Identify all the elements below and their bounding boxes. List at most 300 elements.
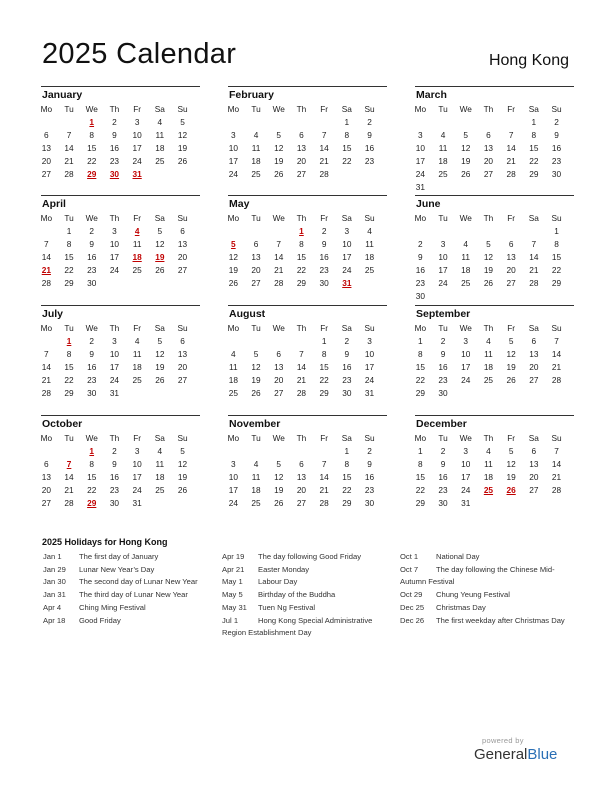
weekday-label: Mo <box>40 433 53 443</box>
calendar-day: 8 <box>89 130 95 140</box>
weekday-label: Mo <box>227 323 240 333</box>
holiday-date: Jan 1 <box>43 552 62 561</box>
calendar-day: 10 <box>342 239 352 249</box>
calendar-day: 7 <box>508 130 514 140</box>
weekday-label: We <box>459 104 472 114</box>
weekday-label: Sa <box>154 323 165 333</box>
calendar-day: 14 <box>506 143 516 153</box>
month-name: October <box>42 418 83 430</box>
weekday-label: Tu <box>438 323 448 333</box>
calendar-day: 4 <box>231 349 236 359</box>
calendar-day: 21 <box>296 375 307 385</box>
month-name: December <box>416 418 467 430</box>
calendar-day: 7 <box>321 459 327 469</box>
calendar-day: 3 <box>134 117 140 127</box>
calendar-day: 23 <box>87 375 97 385</box>
calendar-day: 20 <box>296 485 307 495</box>
calendar-day: 11 <box>251 143 261 153</box>
calendar-day: 3 <box>463 336 469 346</box>
calendar-day: 1 <box>66 226 72 236</box>
weekday-label: Sa <box>528 213 539 223</box>
calendar-day: 12 <box>506 459 516 469</box>
calendar-day: 19 <box>274 156 284 166</box>
holiday-name: Good Friday <box>79 615 121 625</box>
weekday-label: We <box>85 433 98 443</box>
calendar-day: 16 <box>551 143 562 153</box>
calendar-day: 27 <box>41 169 51 179</box>
calendar-day: 9 <box>367 130 372 140</box>
weekday-label: Th <box>483 104 494 114</box>
calendar-day: 29 <box>415 388 425 398</box>
holiday-date: Jul 1 <box>222 615 239 625</box>
weekday-label: Mo <box>227 104 240 114</box>
calendar-day: 4 <box>367 226 372 236</box>
calendar-day: 28 <box>506 169 516 179</box>
calendar-day: 9 <box>440 459 446 469</box>
calendar-day: 16 <box>87 252 97 262</box>
weekday-label: We <box>459 323 472 333</box>
calendar-day: 15 <box>64 362 74 372</box>
calendar-day: 17 <box>109 362 120 372</box>
calendar-day: 16 <box>109 143 120 153</box>
calendar-day: 27 <box>483 169 494 179</box>
calendar-day: 17 <box>342 252 352 262</box>
weekday-label: We <box>85 104 98 114</box>
calendar-day: 22 <box>342 156 352 166</box>
calendar-day: 24 <box>461 485 471 495</box>
calendar-day: 13 <box>506 252 516 262</box>
calendar-day: 10 <box>438 252 448 262</box>
calendar-day: 25 <box>461 278 471 288</box>
calendar-day: 25 <box>155 485 165 495</box>
weekday-label: Sa <box>341 323 352 333</box>
calendar-day: 22 <box>296 265 307 275</box>
calendar-day: 22 <box>319 375 329 385</box>
calendar-day: 14 <box>41 252 51 262</box>
calendar-day: 2 <box>112 446 117 456</box>
calendar-day: 20 <box>483 156 494 166</box>
calendar-day: 26 <box>177 485 188 495</box>
calendar-day: 8 <box>321 349 327 359</box>
holiday-day: 31 <box>132 169 142 179</box>
calendar-day: 16 <box>87 362 97 372</box>
weekday-label: Th <box>483 433 494 443</box>
calendar-day: 1 <box>554 226 559 236</box>
calendar-day: 29 <box>64 388 74 398</box>
calendar-day: 23 <box>364 485 375 495</box>
month-name: June <box>416 198 441 210</box>
calendar-day: 2 <box>112 117 117 127</box>
calendar-day: 25 <box>483 375 494 385</box>
calendar-day: 23 <box>109 485 120 495</box>
holiday-day: 21 <box>41 265 51 275</box>
holiday-day: 29 <box>87 498 97 508</box>
calendar-day: 11 <box>251 472 261 482</box>
calendar-day: 21 <box>64 485 74 495</box>
calendar-day: 10 <box>228 472 238 482</box>
weekday-label: Th <box>296 104 307 114</box>
holiday-column <box>400 551 570 627</box>
weekday-label: Tu <box>64 104 74 114</box>
calendar-day: 29 <box>551 278 562 288</box>
calendar-day: 4 <box>486 446 491 456</box>
weekday-label: Tu <box>251 433 261 443</box>
month-january <box>41 86 200 191</box>
calendar-day: 30 <box>438 388 448 398</box>
calendar-day: 11 <box>438 143 448 153</box>
calendar-day: 5 <box>276 130 282 140</box>
calendar-day: 24 <box>132 485 142 495</box>
calendar-day: 28 <box>551 375 562 385</box>
calendar-day: 15 <box>342 143 352 153</box>
calendar-day: 3 <box>344 226 350 236</box>
calendar-day: 21 <box>64 156 74 166</box>
weekday-label: Fr <box>133 104 142 114</box>
calendar-day: 13 <box>529 459 539 469</box>
calendar-day: 15 <box>319 362 329 372</box>
weekday-label: Sa <box>341 104 352 114</box>
calendar-day: 12 <box>177 130 188 140</box>
calendar-day: 5 <box>508 446 514 456</box>
calendar-day: 12 <box>274 472 284 482</box>
holiday-date: Jan 30 <box>43 577 66 587</box>
calendar-day: 27 <box>274 388 284 398</box>
calendar-day: 3 <box>367 336 372 346</box>
calendar-day: 3 <box>112 336 117 346</box>
holiday-day: 7 <box>66 459 72 469</box>
calendar-day: 3 <box>418 130 423 140</box>
month-september <box>415 305 574 410</box>
calendar-day: 3 <box>231 130 236 140</box>
calendar-day: 18 <box>483 472 494 482</box>
holiday-day: 5 <box>231 239 236 249</box>
holiday-name: The third day of Lunar New Year <box>79 590 188 600</box>
calendar-day: 8 <box>299 239 304 249</box>
holiday-date: Apr 19 <box>222 552 245 561</box>
holiday-date: May 31 <box>222 602 247 612</box>
calendar-day: 30 <box>438 498 448 508</box>
calendar-day: 30 <box>551 169 562 179</box>
holiday-item <box>400 602 570 615</box>
calendar-day: 9 <box>367 459 372 469</box>
calendar-day: 5 <box>157 336 163 346</box>
calendar-day: 26 <box>274 498 284 508</box>
calendar-day: 15 <box>87 143 97 153</box>
weekday-label: Fr <box>507 433 516 443</box>
calendar-day: 11 <box>484 349 493 359</box>
month-may <box>228 195 387 300</box>
month-name: May <box>229 198 250 210</box>
calendar-day: 4 <box>440 130 446 140</box>
calendar-day: 6 <box>44 459 49 469</box>
calendar-day: 17 <box>228 156 238 166</box>
calendar-day: 8 <box>531 130 537 140</box>
calendar-day: 21 <box>319 156 329 166</box>
calendar-day: 10 <box>109 349 120 359</box>
calendar-day: 30 <box>319 278 329 288</box>
weekday-label: Fr <box>320 323 329 333</box>
calendar-day: 14 <box>274 252 284 262</box>
month-name: September <box>416 308 471 320</box>
calendar-day: 14 <box>64 143 74 153</box>
calendar-day: 26 <box>483 278 494 288</box>
calendar-day: 19 <box>506 362 516 372</box>
holiday-name: Ching Ming Festival <box>79 602 146 612</box>
weekday-label: Fr <box>320 104 329 114</box>
calendar-day: 3 <box>112 226 117 236</box>
calendar-day: 24 <box>415 169 425 179</box>
weekday-label: Sa <box>528 323 539 333</box>
calendar-day: 17 <box>364 362 375 372</box>
weekday-label: Sa <box>528 104 539 114</box>
weekday-label: Su <box>364 433 375 443</box>
page-title: 2025 Calendar <box>42 38 237 70</box>
month-august <box>228 305 387 410</box>
calendar-day: 14 <box>529 252 539 262</box>
calendar-day: 19 <box>483 265 494 275</box>
calendar-day: 14 <box>551 459 562 469</box>
calendar-day: 15 <box>64 252 74 262</box>
calendar-day: 13 <box>41 472 51 482</box>
calendar-day: 23 <box>438 485 448 495</box>
weekday-label: Th <box>109 213 120 223</box>
calendar-day: 12 <box>483 252 494 262</box>
calendar-day: 9 <box>321 239 327 249</box>
calendar-day: 18 <box>228 375 238 385</box>
calendar-day: 6 <box>180 226 185 236</box>
calendar-day: 23 <box>551 156 562 166</box>
calendar-day: 26 <box>155 375 165 385</box>
holiday-day: 1 <box>89 117 95 127</box>
calendar-day: 26 <box>177 156 188 166</box>
calendar-day: 6 <box>486 130 491 140</box>
weekday-label: Sa <box>154 104 165 114</box>
calendar-day: 2 <box>440 336 446 346</box>
calendar-day: 21 <box>551 472 562 482</box>
calendar-day: 10 <box>461 459 471 469</box>
calendar-day: 31 <box>364 388 375 398</box>
calendar-day: 30 <box>364 498 375 508</box>
brand-name-part2: Blue <box>527 746 558 763</box>
weekday-label: Tu <box>64 213 74 223</box>
weekday-label: Su <box>177 213 188 223</box>
holiday-day: 31 <box>342 278 352 288</box>
calendar-day: 18 <box>251 485 261 495</box>
calendar-day: 12 <box>506 349 516 359</box>
calendar-day: 16 <box>319 252 329 262</box>
weekday-label: Mo <box>414 433 427 443</box>
month-name: February <box>229 89 274 101</box>
holiday-day: 4 <box>134 226 140 236</box>
weekday-label: Sa <box>154 433 165 443</box>
calendar-day: 2 <box>554 117 559 127</box>
calendar-day: 12 <box>177 459 188 469</box>
weekday-label: Sa <box>341 433 352 443</box>
weekday-label: Fr <box>320 433 329 443</box>
month-february <box>228 86 387 191</box>
weekday-label: Tu <box>438 213 448 223</box>
calendar-day: 13 <box>296 472 307 482</box>
calendar-day: 1 <box>344 117 350 127</box>
calendar-day: 25 <box>132 375 142 385</box>
holiday-name: Tuen Ng Festival <box>258 602 316 612</box>
holiday-day: 25 <box>483 485 494 495</box>
calendar-day: 26 <box>506 375 516 385</box>
calendar-day: 25 <box>155 156 165 166</box>
holiday-date: Jan 31 <box>43 590 66 600</box>
calendar-day: 19 <box>228 265 238 275</box>
calendar-day: 9 <box>440 349 446 359</box>
calendar-day: 31 <box>109 388 120 398</box>
weekday-label: We <box>85 323 98 333</box>
calendar-day: 14 <box>319 143 329 153</box>
calendar-day: 5 <box>180 117 185 127</box>
calendar-day: 25 <box>132 265 142 275</box>
calendar-day: 22 <box>551 265 562 275</box>
brand-name-part1: General <box>474 746 528 763</box>
calendar-day: 7 <box>276 239 282 249</box>
weekday-label: Th <box>483 323 494 333</box>
calendar-day: 7 <box>44 349 49 359</box>
holiday-name: Hong Kong Special Administrative Region Establishment Day <box>222 615 373 638</box>
calendar-day: 2 <box>367 117 372 127</box>
calendar-day: 27 <box>296 169 307 179</box>
holiday-item <box>400 589 570 602</box>
weekday-label: Sa <box>154 213 165 223</box>
calendar-day: 13 <box>177 349 188 359</box>
holiday-name: The day following the Chinese Mid-Autumn Festival <box>400 564 555 587</box>
month-name: August <box>229 308 266 320</box>
holiday-date: Dec 26 <box>400 615 425 625</box>
calendar-day: 12 <box>155 239 165 249</box>
calendar-day: 17 <box>461 362 471 372</box>
calendar-day: 8 <box>89 459 95 469</box>
calendar-day: 21 <box>529 265 539 275</box>
calendar-day: 14 <box>319 472 329 482</box>
weekday-label: Fr <box>133 323 142 333</box>
holiday-date: Dec 25 <box>400 602 425 612</box>
weekday-label: We <box>272 323 285 333</box>
calendar-day: 20 <box>274 375 284 385</box>
calendar-day: 5 <box>463 130 469 140</box>
holiday-item <box>400 551 570 564</box>
calendar-day: 23 <box>364 156 375 166</box>
weekday-label: Th <box>296 213 307 223</box>
calendar-day: 13 <box>41 143 51 153</box>
calendar-day: 26 <box>251 388 261 398</box>
calendar-day: 20 <box>251 265 261 275</box>
calendar-day: 31 <box>461 498 471 508</box>
calendar-day: 8 <box>344 130 350 140</box>
weekday-label: Tu <box>438 104 448 114</box>
calendar-day: 30 <box>109 498 120 508</box>
calendar-day: 7 <box>554 336 559 346</box>
weekday-label: Mo <box>414 213 427 223</box>
month-april <box>41 195 200 300</box>
calendar-day: 30 <box>415 291 425 301</box>
calendar-day: 22 <box>415 485 425 495</box>
weekday-label: Tu <box>251 104 261 114</box>
weekday-label: We <box>272 104 285 114</box>
calendar-day: 30 <box>342 388 352 398</box>
calendar-day: 11 <box>461 252 471 262</box>
calendar-day: 19 <box>506 472 516 482</box>
calendar-day: 19 <box>251 375 261 385</box>
weekday-label: Mo <box>40 323 53 333</box>
calendar-day: 20 <box>177 362 188 372</box>
calendar-day: 17 <box>132 143 142 153</box>
powered-by-text: powered by <box>482 736 524 745</box>
calendar-day: 24 <box>228 169 238 179</box>
weekday-label: Su <box>177 433 188 443</box>
month-name: November <box>229 418 281 430</box>
weekday-label: Su <box>551 433 562 443</box>
calendar-day: 17 <box>461 472 471 482</box>
calendar-day: 3 <box>134 446 140 456</box>
calendar-day: 18 <box>438 156 448 166</box>
holidays-title: 2025 Holidays for Hong Kong <box>42 537 168 547</box>
calendar-day: 15 <box>415 472 425 482</box>
calendar-day: 25 <box>438 169 448 179</box>
calendar-day: 15 <box>415 362 425 372</box>
calendar-day: 11 <box>155 130 165 140</box>
calendar-day: 19 <box>177 143 188 153</box>
calendar-day: 1 <box>531 117 537 127</box>
calendar-day: 18 <box>132 362 142 372</box>
calendar-day: 18 <box>483 362 494 372</box>
weekday-label: Tu <box>438 433 448 443</box>
calendar-day: 4 <box>157 446 163 456</box>
calendar-day: 17 <box>438 265 448 275</box>
holiday-name: Chung Yeung Festival <box>436 590 510 600</box>
weekday-label: Fr <box>507 104 516 114</box>
weekday-label: Su <box>177 104 188 114</box>
calendar-day: 14 <box>296 362 307 372</box>
holiday-date: Oct 29 <box>400 590 423 600</box>
weekday-label: Tu <box>64 323 74 333</box>
calendar-day: 22 <box>415 375 425 385</box>
calendar-day: 6 <box>299 459 304 469</box>
month-december <box>415 415 574 520</box>
calendar-day: 22 <box>87 485 97 495</box>
calendar-day: 20 <box>296 156 307 166</box>
weekday-label: Tu <box>64 433 74 443</box>
calendar-day: 3 <box>231 459 236 469</box>
calendar-day: 29 <box>415 498 425 508</box>
weekday-label: Su <box>364 323 375 333</box>
month-march <box>415 86 574 191</box>
calendar-day: 28 <box>551 485 562 495</box>
holiday-date: Oct 7 <box>400 564 419 574</box>
calendar-day: 23 <box>438 375 448 385</box>
calendar-day: 13 <box>177 239 188 249</box>
calendar-day: 5 <box>180 446 185 456</box>
weekday-label: Mo <box>227 213 240 223</box>
holiday-name: Easter Monday <box>258 564 310 574</box>
calendar-day: 26 <box>274 169 284 179</box>
calendar-day: 6 <box>276 349 282 359</box>
weekday-label: Fr <box>320 213 329 223</box>
weekday-label: Su <box>551 104 562 114</box>
calendar-day: 2 <box>418 239 423 249</box>
calendar-day: 18 <box>155 143 165 153</box>
calendar-day: 25 <box>251 498 261 508</box>
calendar-day: 11 <box>365 239 374 249</box>
calendar-day: 20 <box>177 252 188 262</box>
calendar-day: 7 <box>44 239 49 249</box>
calendar-day: 3 <box>463 446 469 456</box>
calendar-day: 12 <box>251 362 261 372</box>
